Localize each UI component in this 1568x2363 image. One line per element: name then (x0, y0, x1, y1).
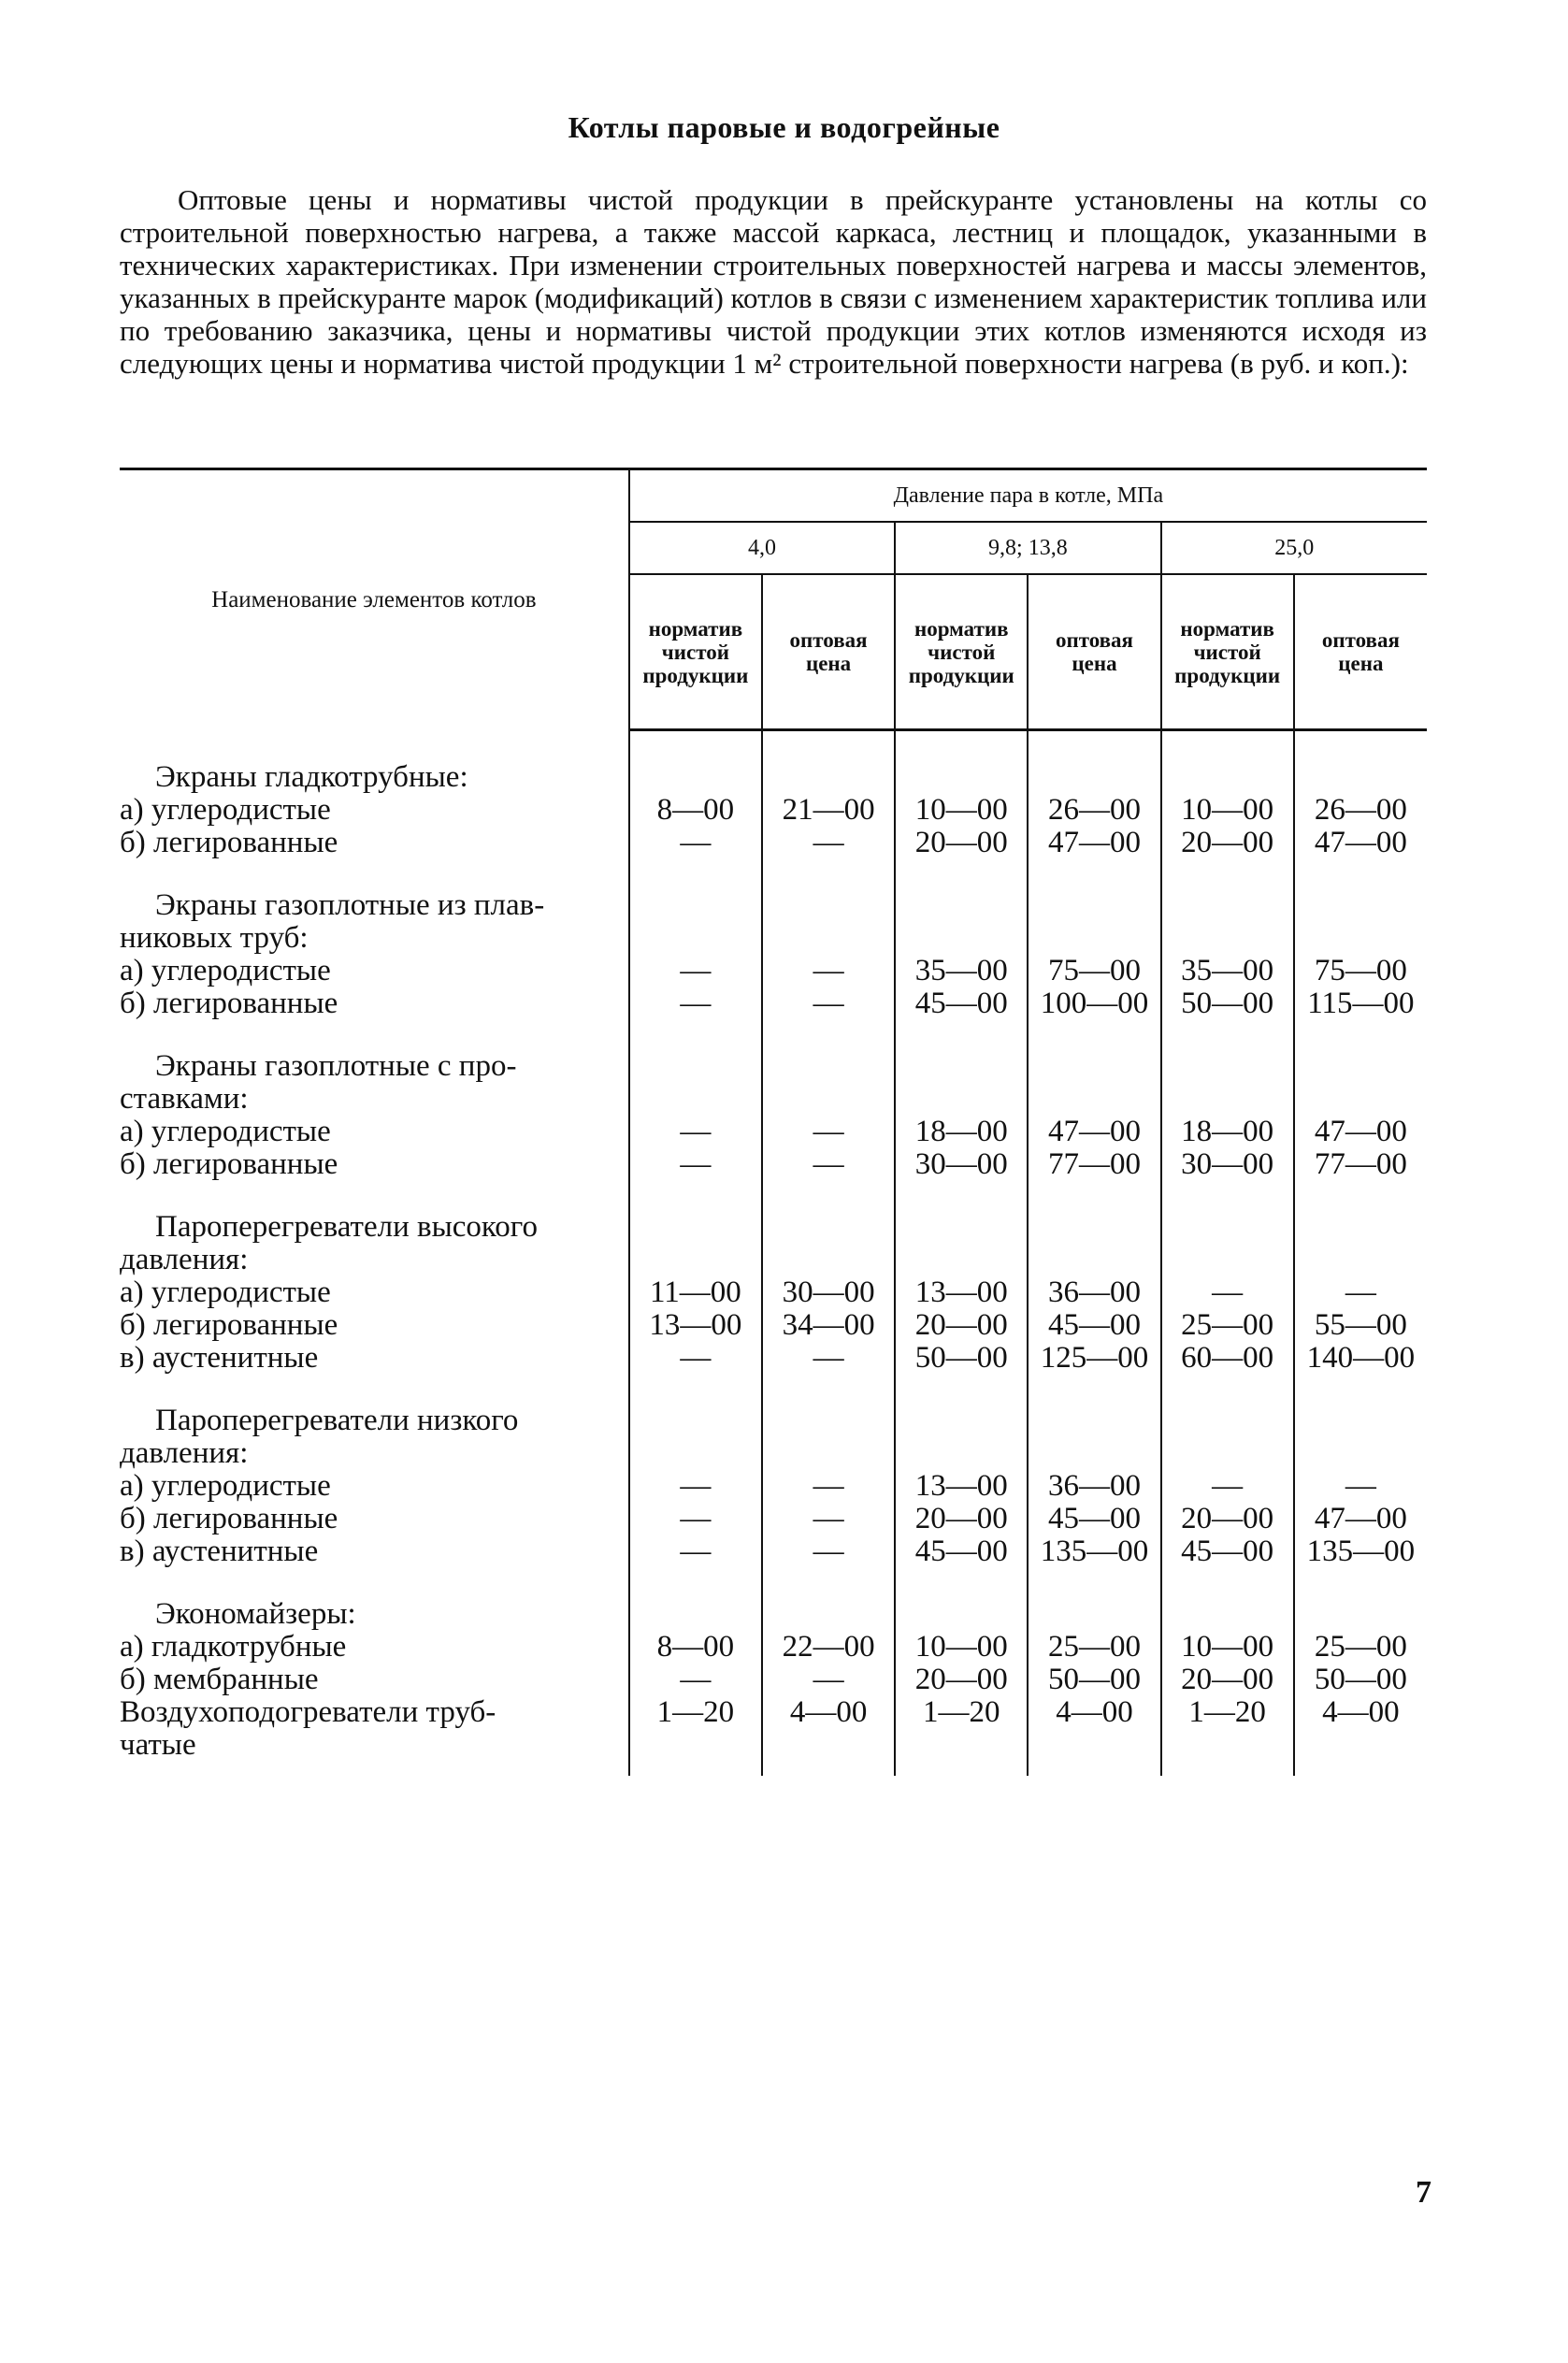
group-title-row (120, 1083, 1427, 1116)
table-body (120, 730, 1427, 1777)
cell-value: — (762, 987, 895, 1020)
cell-value: — (629, 1116, 762, 1148)
cell-value: 20—00 (1161, 1503, 1294, 1535)
group-title-row (120, 889, 1427, 922)
group-title-continuation: никовых труб: (120, 921, 309, 955)
row-label: а) углеродистые (120, 954, 331, 987)
group-spacer (120, 859, 1427, 889)
table-row (120, 1664, 1427, 1696)
cell-value: — (629, 1470, 762, 1503)
group-title (120, 1211, 629, 1244)
cell-value: 22—00 (762, 1631, 895, 1664)
cell-value: 8—00 (629, 1631, 762, 1664)
cell-value: 4—00 (1294, 1696, 1427, 1729)
cell-value: 10—00 (895, 1631, 1028, 1664)
cell-value: 25—00 (1161, 1309, 1294, 1342)
cell-value: 36—00 (1028, 1470, 1160, 1503)
cell-value: — (762, 1664, 895, 1696)
cell-value: — (762, 955, 895, 987)
cell-value: 50—00 (1294, 1664, 1427, 1696)
cell-value: 125—00 (1028, 1342, 1160, 1375)
price-table (120, 468, 1427, 1776)
cell-value: 30—00 (1161, 1148, 1294, 1181)
column-header-norm: норматив чистой продукции (895, 574, 1028, 730)
cell-value: — (629, 1503, 762, 1535)
cell-value: 26—00 (1294, 794, 1427, 827)
group-spacer (120, 1568, 1427, 1598)
cell-value: — (629, 1342, 762, 1375)
group-spacer (120, 1020, 1427, 1050)
cell-value: — (762, 827, 895, 859)
column-header-element-name: Наименование элементов котлов (211, 586, 537, 612)
cell-value: 45—00 (1028, 1503, 1160, 1535)
cell-value: — (762, 1342, 895, 1375)
cell-value: 4—00 (1028, 1696, 1160, 1729)
cell-value: 47—00 (1294, 827, 1427, 859)
cell-value: 47—00 (1028, 827, 1160, 859)
cell-value: 20—00 (895, 1309, 1028, 1342)
cell-value: 135—00 (1294, 1535, 1427, 1568)
page-number: 7 (1416, 2175, 1431, 2210)
group-title-text: Экономайзеры: (155, 1597, 356, 1631)
row-label: а) гладкотрубные (120, 1630, 347, 1664)
row-label: б) легированные (120, 987, 338, 1020)
cell-value: — (629, 827, 762, 859)
column-header-price: оптовая цена (1028, 574, 1160, 730)
group-title-text: Экраны газоплотные из плав- (155, 888, 545, 922)
cell-value: 30—00 (762, 1276, 895, 1309)
row-label: Воздухоподогреватели труб- (120, 1695, 496, 1729)
intro-paragraph: Оптовые цены и нормативы чистой продукции в прейскуранте установлены на котлы со строительной поверхностью нагрева, а также массой каркаса, лестниц и площадок, указанными в технических характеристиках. При изменении строительных поверхностей нагрева и массы элементов, указанных в прейскуранте марок (модификаций) котлов в связи с изменением характеристик топлива или по требованию заказчика, цены и нормативы чистой продукции этих котлов изменяются исходя из следующих цены и норматива чистой продукции 1 м² строительной поверхности нагрева (в руб. и коп.): (120, 183, 1427, 380)
group-title (120, 1050, 629, 1083)
cell-value: 115—00 (1294, 987, 1427, 1020)
cell-value: 1—20 (895, 1696, 1028, 1729)
cell-value: 34—00 (762, 1309, 895, 1342)
cell-value: 1—20 (1161, 1696, 1294, 1729)
cell-value: — (762, 1470, 895, 1503)
cell-value: 75—00 (1294, 955, 1427, 987)
cell-value: — (629, 1535, 762, 1568)
cell-value: 50—00 (1028, 1664, 1160, 1696)
row-label-continuation: чатые (120, 1728, 196, 1762)
cell-value: 45—00 (895, 987, 1028, 1020)
cell-value: 11—00 (629, 1276, 762, 1309)
cell-value: 10—00 (895, 794, 1028, 827)
cell-value: 100—00 (1028, 987, 1160, 1020)
table-row (120, 1729, 1427, 1776)
cell-value: — (762, 1148, 895, 1181)
group-title-text: Пароперегреватели высокого (155, 1210, 538, 1244)
table-row (120, 1696, 1427, 1729)
cell-value: 60—00 (1161, 1342, 1294, 1375)
column-header-pressure-1: 4,0 (629, 522, 895, 574)
table-row (120, 827, 1427, 859)
table-row (120, 1503, 1427, 1535)
cell-value: 13—00 (629, 1309, 762, 1342)
cell-value: 25—00 (1028, 1631, 1160, 1664)
group-spacer (120, 1375, 1427, 1405)
group-title-row (120, 1211, 1427, 1244)
row-label: а) углеродистые (120, 1469, 331, 1503)
cell-value: 135—00 (1028, 1535, 1160, 1568)
cell-value: — (1161, 1276, 1294, 1309)
cell-value: 18—00 (895, 1116, 1028, 1148)
row-label: а) углеродистые (120, 1275, 331, 1309)
group-title-text: Пароперегреватели низкого (155, 1404, 519, 1437)
group-title-text: Экраны газоплотные с про- (155, 1049, 517, 1083)
table-row (120, 987, 1427, 1020)
column-header-pressure-2: 9,8; 13,8 (895, 522, 1160, 574)
row-label: б) легированные (120, 826, 338, 859)
cell-value: 77—00 (1294, 1148, 1427, 1181)
cell-value: 35—00 (1161, 955, 1294, 987)
column-header-norm: норматив чистой продукции (629, 574, 762, 730)
column-header-pressure-3: 25,0 (1161, 522, 1427, 574)
cell-value: 55—00 (1294, 1309, 1427, 1342)
cell-value: 10—00 (1161, 794, 1294, 827)
cell-value: 47—00 (1294, 1116, 1427, 1148)
table-row (120, 1342, 1427, 1375)
cell-value: 25—00 (1294, 1631, 1427, 1664)
page-title: Котлы паровые и водогрейные (568, 110, 1000, 144)
cell-value: 20—00 (895, 1503, 1028, 1535)
group-title-row (120, 1244, 1427, 1276)
table-row (120, 1148, 1427, 1181)
cell-value: 26—00 (1028, 794, 1160, 827)
cell-value: — (629, 955, 762, 987)
cell-value: 50—00 (1161, 987, 1294, 1020)
cell-value: 13—00 (895, 1276, 1028, 1309)
cell-value: — (629, 1664, 762, 1696)
column-header-price: оптовая цена (762, 574, 895, 730)
cell-value: 47—00 (1294, 1503, 1427, 1535)
cell-value: 140—00 (1294, 1342, 1427, 1375)
row-label: в) аустенитные (120, 1341, 319, 1375)
cell-value: 20—00 (895, 827, 1028, 859)
cell-value: 77—00 (1028, 1148, 1160, 1181)
cell-value: — (629, 1148, 762, 1181)
cell-value: — (1161, 1470, 1294, 1503)
cell-value: 4—00 (762, 1696, 895, 1729)
cell-value: 47—00 (1028, 1116, 1160, 1148)
group-title-row (120, 922, 1427, 955)
cell-value: — (1294, 1470, 1427, 1503)
cell-value: 10—00 (1161, 1631, 1294, 1664)
cell-value: 45—00 (1028, 1309, 1160, 1342)
group-title-row (120, 1598, 1427, 1631)
group-title (120, 761, 629, 794)
group-title (120, 1405, 629, 1437)
row-label: б) легированные (120, 1502, 338, 1535)
group-title-text: Экраны гладкотрубные: (155, 760, 468, 794)
cell-value: 21—00 (762, 794, 895, 827)
column-header-price: оптовая цена (1294, 574, 1427, 730)
table-row (120, 1470, 1427, 1503)
group-title-continuation: ставками: (120, 1082, 249, 1116)
group-title-row (120, 1405, 1427, 1437)
table-row (120, 1116, 1427, 1148)
column-header-norm: норматив чистой продукции (1161, 574, 1294, 730)
cell-value: 8—00 (629, 794, 762, 827)
cell-value: 20—00 (1161, 1664, 1294, 1696)
group-spacer (120, 1181, 1427, 1211)
group-title-continuation: давления: (120, 1436, 249, 1470)
row-label: б) легированные (120, 1308, 338, 1342)
cell-value: 20—00 (1161, 827, 1294, 859)
table-row (120, 794, 1427, 827)
cell-value: — (762, 1535, 895, 1568)
cell-value: — (762, 1116, 895, 1148)
cell-value: 13—00 (895, 1470, 1028, 1503)
group-title (120, 1598, 629, 1631)
group-title-row (120, 1050, 1427, 1083)
row-label: а) углеродистые (120, 793, 331, 827)
group-title-row (120, 761, 1427, 794)
cell-value: 35—00 (895, 955, 1028, 987)
cell-value: — (629, 987, 762, 1020)
row-label: б) легированные (120, 1147, 338, 1181)
cell-value: 36—00 (1028, 1276, 1160, 1309)
cell-value: 45—00 (1161, 1535, 1294, 1568)
row-label: в) аустенитные (120, 1535, 319, 1568)
group-title-row (120, 1437, 1427, 1470)
cell-value: — (1294, 1276, 1427, 1309)
group-spacer (120, 730, 1427, 762)
cell-value: 1—20 (629, 1696, 762, 1729)
cell-value: 18—00 (1161, 1116, 1294, 1148)
column-header-pressure: Давление пара в котле, МПа (629, 470, 1427, 522)
cell-value: 30—00 (895, 1148, 1028, 1181)
cell-value: — (762, 1503, 895, 1535)
table-row (120, 1276, 1427, 1309)
group-title (120, 889, 629, 922)
table-row (120, 1535, 1427, 1568)
table-row (120, 955, 1427, 987)
row-label: б) мембранные (120, 1663, 319, 1696)
row-label: а) углеродистые (120, 1115, 331, 1148)
table-row (120, 1309, 1427, 1342)
cell-value: 75—00 (1028, 955, 1160, 987)
cell-value: 45—00 (895, 1535, 1028, 1568)
cell-value: 50—00 (895, 1342, 1028, 1375)
table-row (120, 1631, 1427, 1664)
group-title-continuation: давления: (120, 1243, 249, 1276)
cell-value: 20—00 (895, 1664, 1028, 1696)
